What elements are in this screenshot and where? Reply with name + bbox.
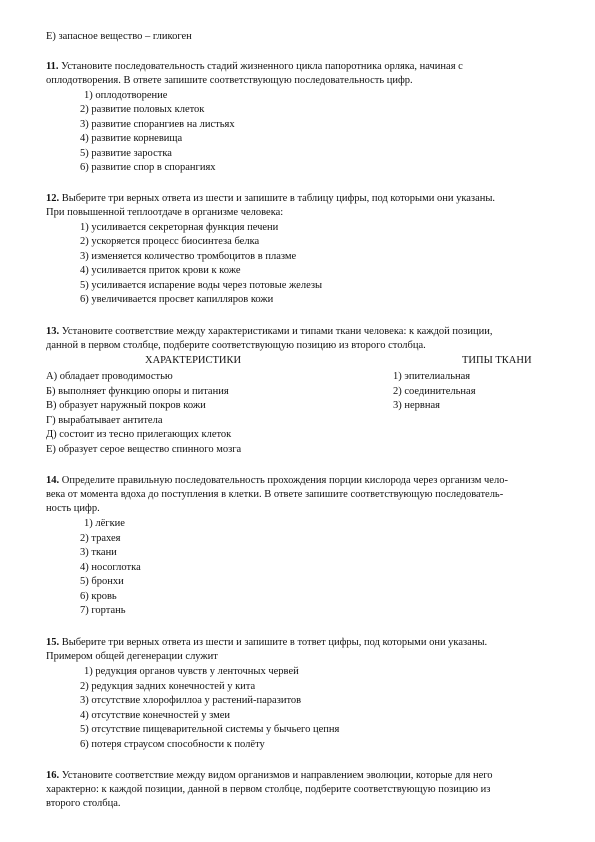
- right-column-header: ТИПЫ ТКАНИ: [462, 355, 532, 366]
- option-item: 2) трахея: [80, 533, 121, 544]
- option-item: 1) усиливается секреторная функция печени: [80, 222, 279, 233]
- option-item: 3) ткани: [80, 547, 117, 558]
- question-text: Выберите три верных ответа из шести и запишите в тответ цифры, под которыми они указаны.: [61, 637, 488, 648]
- option-item: 1) редукция органов чувств у ленточных червей: [84, 666, 299, 677]
- question-16-text: [46, 769, 556, 783]
- match-left-item: А) обладает проводимостью: [46, 371, 173, 382]
- option-item: 3) отсутствие хлорофиллоа у растений-паразитов: [80, 695, 302, 706]
- question-12-text: [46, 192, 556, 206]
- question-number: 13.: [46, 326, 60, 337]
- option-item: 3) развитие спорангиев на листьях: [80, 119, 235, 130]
- question-14-text-cont: ность цифр.: [46, 503, 100, 514]
- answer-option-line: Е) запасное вещество – гликоген: [46, 31, 192, 42]
- question-text: Установите соответствие между видом организмов и направлением эволюции, которые для него: [61, 770, 493, 781]
- option-item: 6) увеличивается просвет капилляров кожи: [80, 294, 274, 305]
- question-number: 11.: [46, 61, 59, 72]
- question-text: Установите соответствие между характеристиками и типами ткани человека: к каждой позиции,: [61, 326, 493, 337]
- question-number: 12.: [46, 193, 60, 204]
- match-left-item: Б) выполняет функцию опоры и питания: [46, 386, 229, 397]
- match-left-item: Г) вырабатывает антитела: [46, 415, 163, 426]
- match-right-item: 2) соединительная: [393, 386, 476, 397]
- question-15-text: [46, 636, 556, 650]
- question-12-text-cont: При повышенной теплоотдаче в организме человека:: [46, 207, 284, 218]
- match-left-item: Е) образует серое вещество спинного мозга: [46, 444, 242, 455]
- option-item: 2) редукция задних конечностей у кита: [80, 681, 256, 692]
- match-left-item: В) образует наружный покров кожи: [46, 400, 206, 411]
- question-16-text-cont: характерно: к каждой позиции, данной в первом столбце, подберите соответствующую позицию из: [46, 784, 491, 795]
- option-item: 5) бронхи: [80, 576, 124, 587]
- option-item: 6) кровь: [80, 591, 117, 602]
- question-14-text-cont: века от момента вдоха до поступления в клетки. В ответе запишите соответствующую последователь-: [46, 489, 504, 500]
- question-text: Выберите три верных ответа из шести и запишите в таблицу цифры, под которыми они указаны.: [61, 193, 496, 204]
- option-item: 2) ускоряется процесс биосинтеза белка: [80, 236, 260, 247]
- match-right-item: 3) нервная: [393, 400, 440, 411]
- option-item: 6) развитие спор в спорангиях: [80, 162, 216, 173]
- question-13-text: [46, 325, 556, 339]
- option-item: 4) развитие корневища: [80, 133, 183, 144]
- option-item: 4) отсутствие конечностей у змеи: [80, 710, 230, 721]
- question-11-text: [46, 60, 556, 74]
- question-11-text-cont: оплодотворения. В ответе запишите соответствующую последовательность цифр.: [46, 75, 413, 86]
- question-15-text-cont: Примером общей дегенерации служит: [46, 651, 218, 662]
- question-13-text-cont: данной в первом столбце, подберите соответствующую позицию из второго столбца.: [46, 340, 426, 351]
- option-item: 3) изменяется количество тромбоцитов в плазме: [80, 251, 297, 262]
- option-item: 6) потеря страусом способности к полёту: [80, 739, 265, 750]
- question-text: Установите последовательность стадий жизненного цикла папоротника орляка, начиная с: [61, 61, 463, 72]
- option-item: 1) оплодотворение: [84, 90, 168, 101]
- match-left-item: Д) состоит из тесно прилегающих клеток: [46, 429, 232, 440]
- question-number: 16.: [46, 770, 60, 781]
- option-item: 5) развитие заростка: [80, 148, 172, 159]
- option-item: 1) лёгкие: [84, 518, 125, 529]
- question-16-text-cont: второго столбца.: [46, 798, 121, 809]
- option-item: 5) усиливается испарение воды через потовые железы: [80, 280, 323, 291]
- question-text: Определите правильную последовательность прохождения порции кислорода через организм чело-: [61, 475, 508, 486]
- left-column-header: ХАРАКТЕРИСТИКИ: [145, 355, 242, 366]
- option-item: 4) усиливается приток крови к коже: [80, 265, 241, 276]
- question-number: 15.: [46, 637, 60, 648]
- option-item: 5) отсутствие пищеварительной системы у бычьего цепня: [80, 724, 340, 735]
- question-14-text: [46, 474, 556, 488]
- option-item: 4) носоглотка: [80, 562, 141, 573]
- option-item: 2) развитие половых клеток: [80, 104, 205, 115]
- option-item: 7) гортань: [80, 605, 126, 616]
- question-number: 14.: [46, 475, 60, 486]
- match-right-item: 1) эпителиальная: [393, 371, 471, 382]
